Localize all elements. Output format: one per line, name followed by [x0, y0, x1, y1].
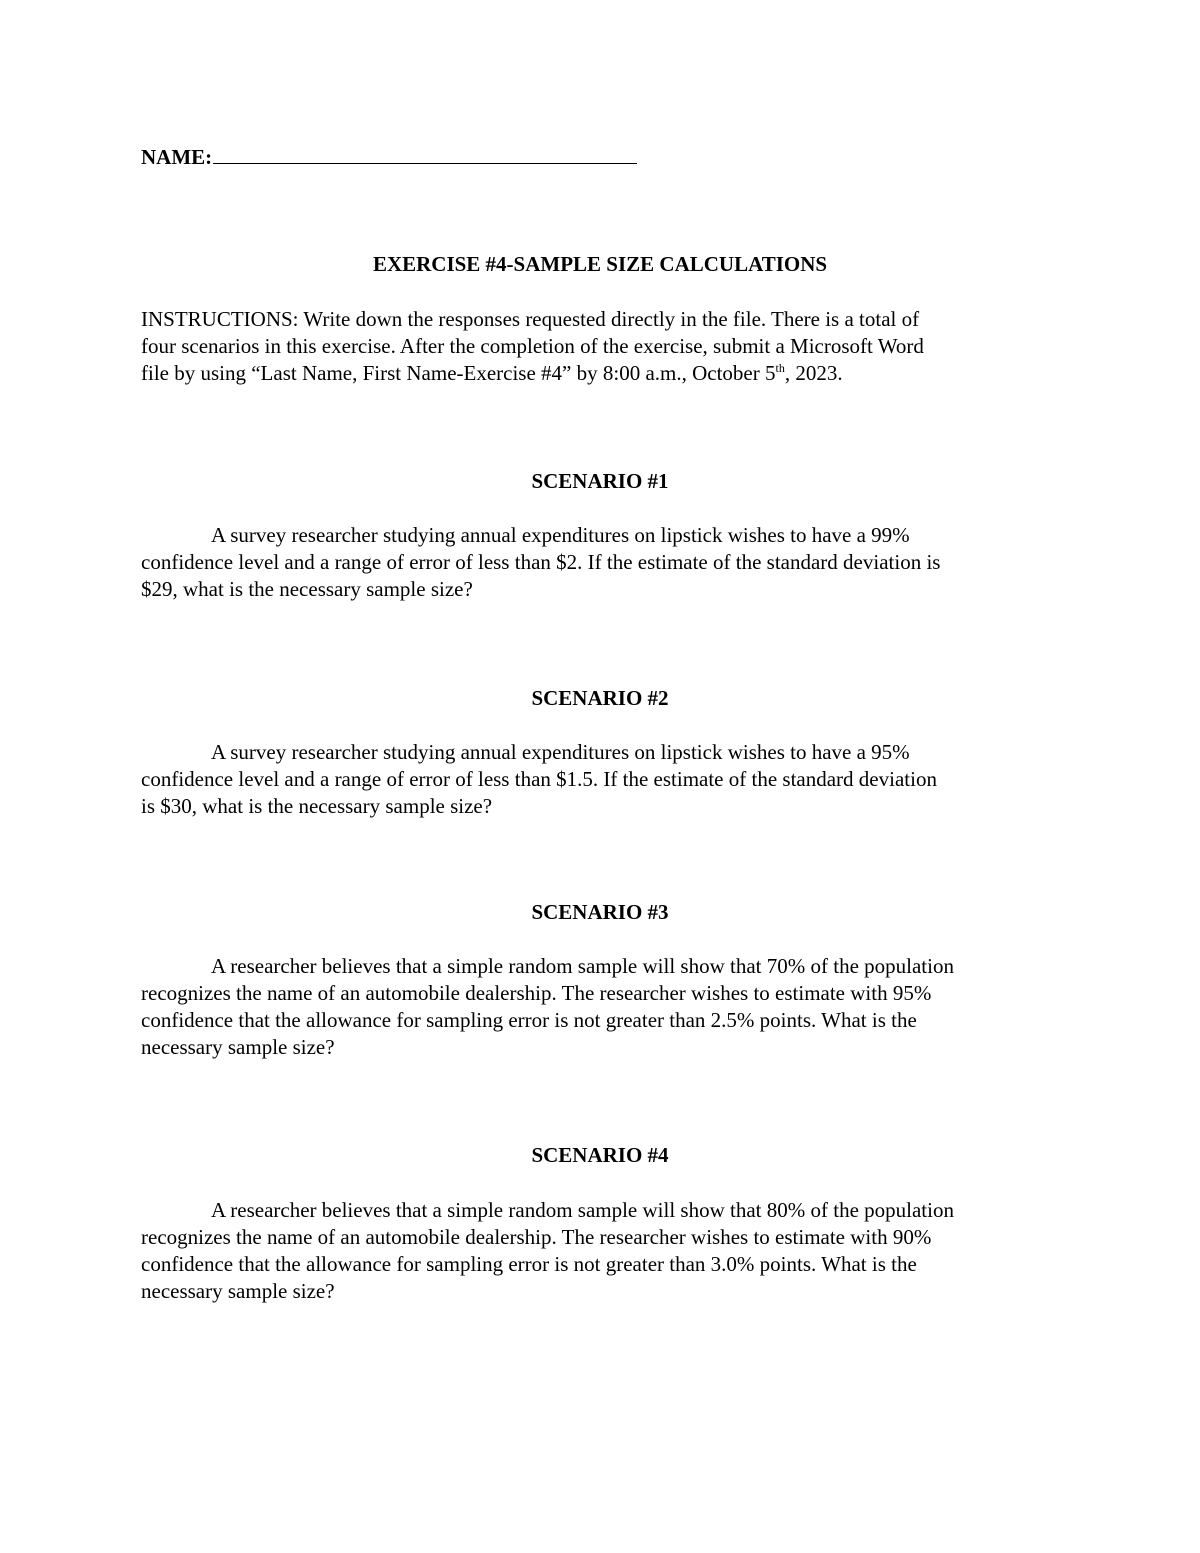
scenario-4-text [141, 1197, 1059, 1305]
scenario-line: recognizes the name of an automobile dealership. The researcher wishes to estimate with 95% [141, 981, 932, 1005]
scenario-2-heading: SCENARIO #2 [531, 686, 669, 710]
scenario-line: recognizes the name of an automobile dealership. The researcher wishes to estimate with 90% [141, 1225, 932, 1249]
scenario-line: confidence level and a range of error of less than $2. If the estimate of the standard deviation is [141, 550, 941, 574]
name-label: NAME: [141, 145, 213, 169]
scenario-1-text [141, 522, 1059, 603]
scenario-line: A researcher believes that a simple random sample will show that 80% of the population [211, 1198, 954, 1222]
instructions-line [141, 360, 1059, 387]
exercise-title: EXERCISE #4-SAMPLE SIZE CALCULATIONS [372, 252, 828, 276]
scenario-4-heading: SCENARIO #4 [531, 1143, 669, 1167]
scenario-3-heading: SCENARIO #3 [531, 900, 669, 924]
instructions-text: file by using “Last Name, First Name-Exercise #4” by 8:00 a.m., October 5 [141, 361, 776, 385]
name-field [141, 143, 637, 171]
scenario-line: A survey researcher studying annual expenditures on lipstick wishes to have a 99% [211, 523, 910, 547]
scenario-line: necessary sample size? [141, 1035, 335, 1059]
superscript-ordinal: th [775, 361, 785, 375]
scenario-line: confidence that the allowance for sampling error is not greater than 3.0% points. What is the [141, 1252, 917, 1276]
instructions-paragraph [141, 306, 1059, 387]
scenario-line: confidence level and a range of error of less than $1.5. If the estimate of the standard deviation [141, 767, 937, 791]
instructions-line: INSTRUCTIONS: Write down the responses requested directly in the file. There is a total of [141, 307, 920, 331]
scenario-3-text [141, 953, 1059, 1061]
name-blank-line [213, 143, 637, 164]
scenario-line: $29, what is the necessary sample size? [141, 577, 473, 601]
scenario-line: is $30, what is the necessary sample size? [141, 794, 493, 818]
scenario-line: A researcher believes that a simple random sample will show that 70% of the population [211, 954, 954, 978]
scenario-line: confidence that the allowance for sampling error is not greater than 2.5% points. What is the [141, 1008, 917, 1032]
scenario-2-text [141, 739, 1059, 820]
scenario-1-heading: SCENARIO #1 [531, 469, 669, 493]
instructions-line: four scenarios in this exercise. After the completion of the exercise, submit a Microsoft Word [141, 334, 924, 358]
instructions-text: , 2023. [784, 361, 843, 385]
scenario-line: necessary sample size? [141, 1279, 335, 1303]
scenario-line: A survey researcher studying annual expenditures on lipstick wishes to have a 95% [211, 740, 910, 764]
